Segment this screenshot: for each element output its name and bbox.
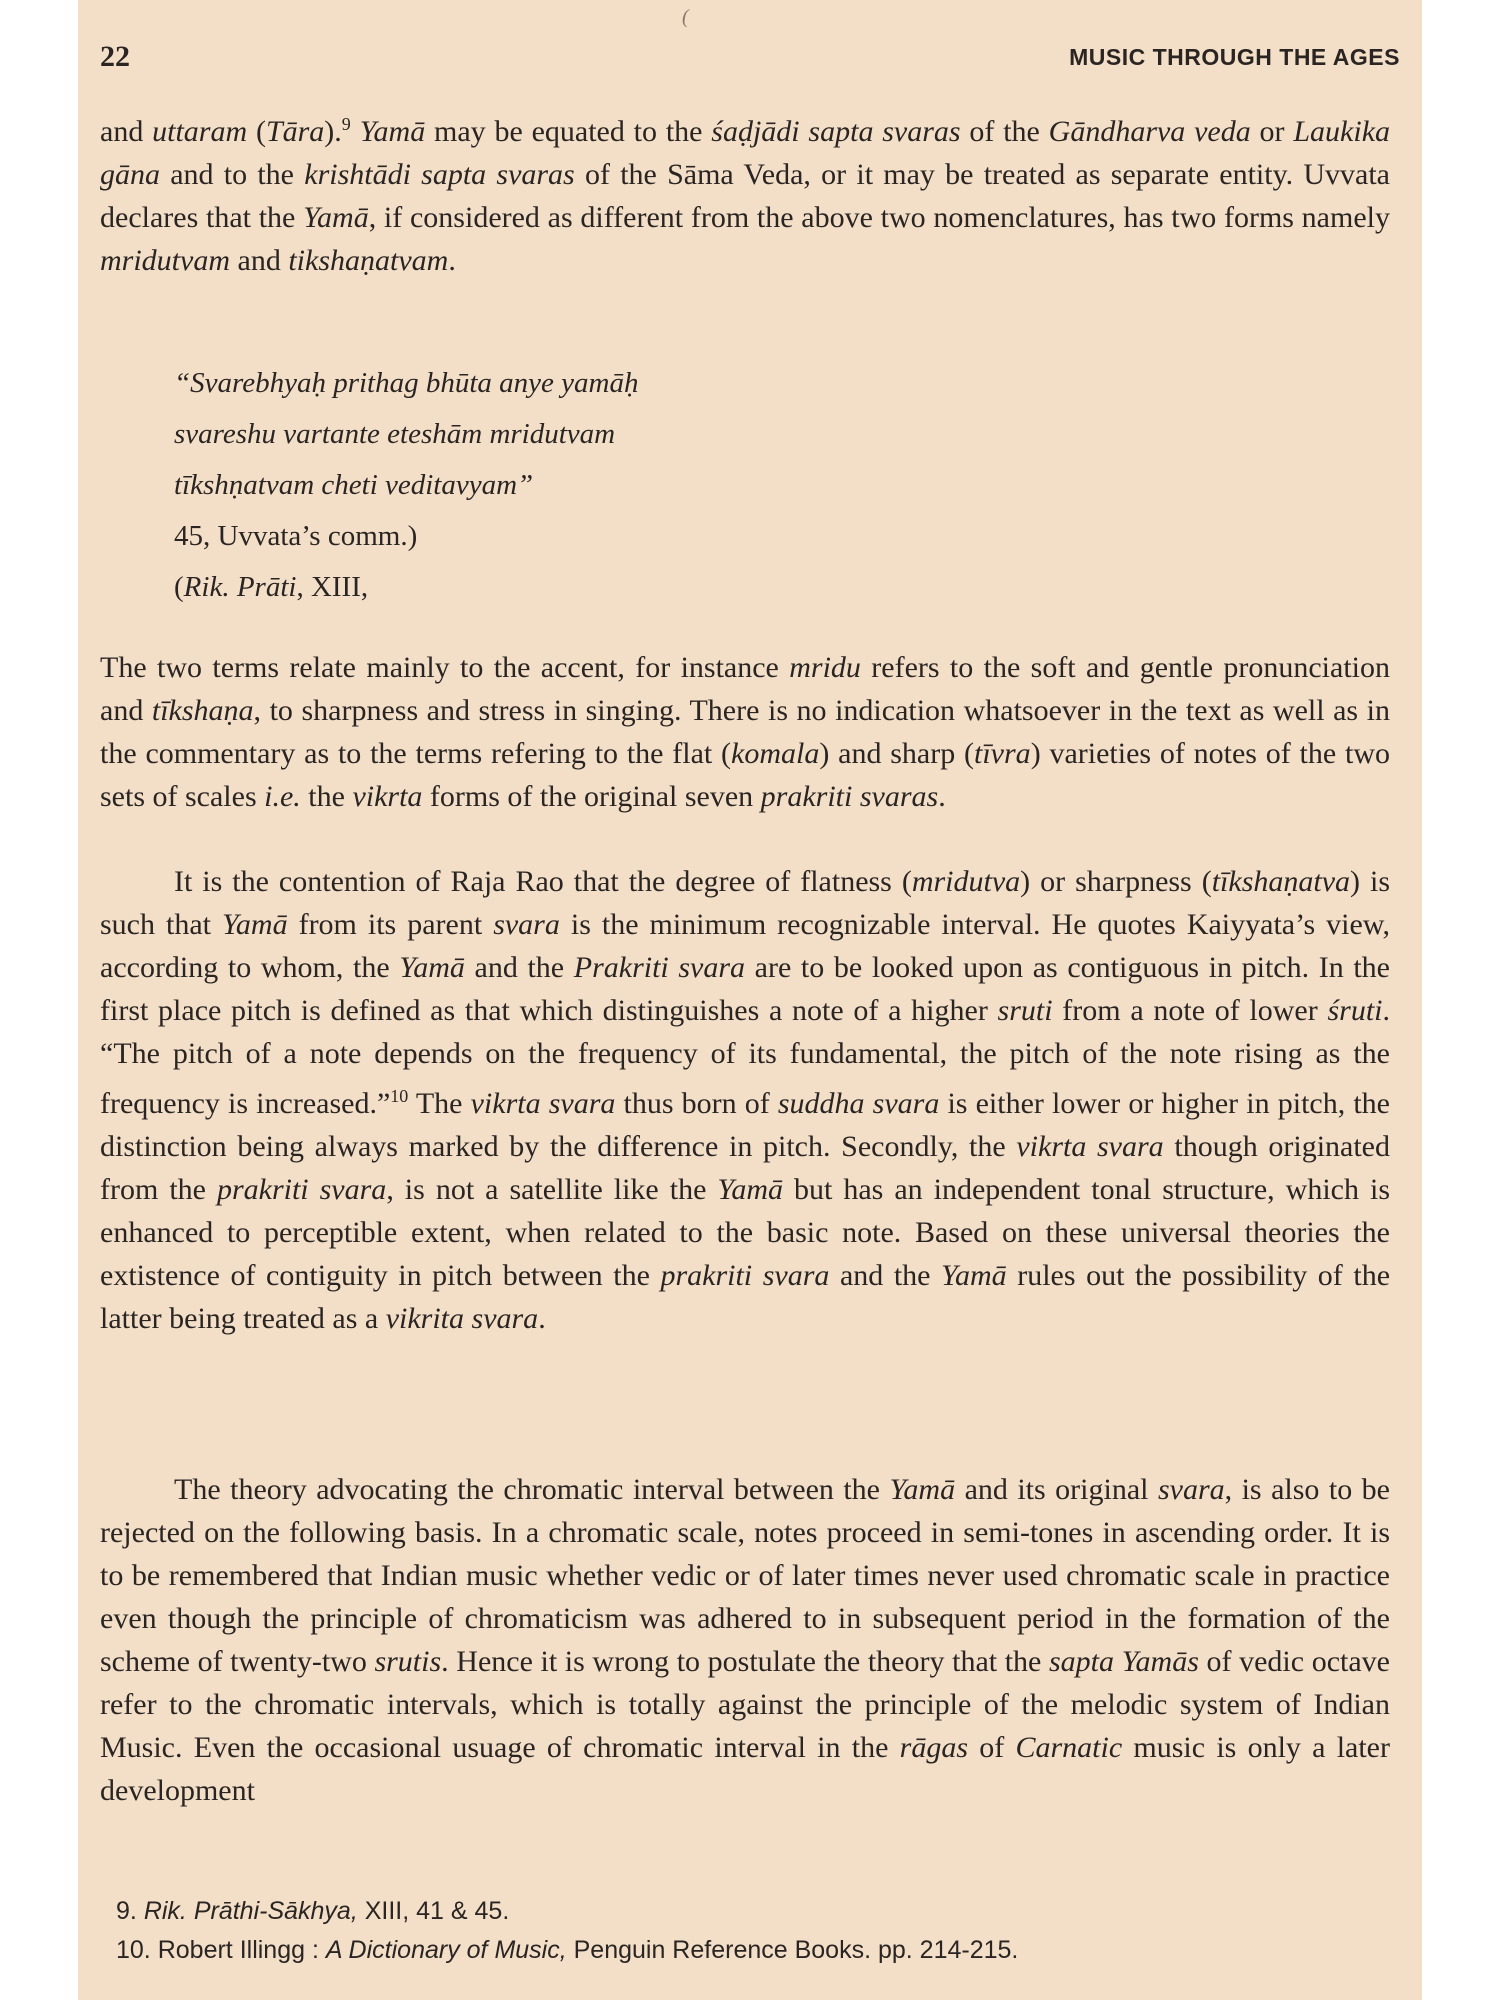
running-head: MUSIC THROUGH THE AGES — [1069, 44, 1400, 70]
footnote-9: 9. Rik. Prāthi-Sākhya, XIII, 41 & 45. — [116, 1897, 510, 1925]
paragraph-4: The theory advocating the chromatic interval between the Yamā and its original svara, is also to be rejected on the following basis. In a chromatic scale, notes proceed in semi-tones in ascending order. It is to be remembered that Indian music whether vedic or of later times never used chromatic scale in practice even though the principle of chromaticism was adhered to in subsequent period in the formation of the scheme of twenty-two srutis. Hence it is wrong to postulate the theory that the sapta Yamās of vedic octave refer to the chromatic intervals, which is totally against the principle of the melodic system of Indian Music. Even the occasional usuage of chromatic interval in the rāgas of Carnatic music is only a later development — [100, 1473, 1390, 1807]
footnote-ref-10: 10 — [390, 1086, 409, 1106]
paragraph-2: The two terms relate mainly to the accent, for instance mridu refers to the soft and gentle pronunciation and tīkshaṇa, to sharpness and stress in singing. There is no indication whatsoever in the text as well as in the commentary as to the terms refering to the flat (komala) and sharp (tīvra) varieties of notes of the two sets of scales i.e. the vikrta forms of the original seven prakriti svaras. — [100, 651, 1391, 813]
stray-mark: ( — [682, 6, 689, 28]
page-header — [100, 38, 1400, 78]
paragraph-3: It is the contention of Raja Rao that the degree of flatness (mridutva) or sharpness (tīkshaṇatva) is such that Yamā from its parent svara is the minimum recognizable interval. He quotes Kaiyyata’s view, according to whom, the Yamā and the Prakriti svara are to be looked upon as contiguous in pitch. In the first place pitch is defined as that which distinguishes a note of a higher sruti from a note of lower śruti. “The pitch of a note depends on the frequency of its fundamental, the pitch of the note rising as the frequency is increased.”$^{10}$ The vikrta svara thus born of suddha svara is either lower or higher in pitch, the distinction being always marked by the difference in pitch. Secondly, the vikrta svara though originated from the prakriti svara, is not a satellite like the Yamā but has an independent tonal structure, which is enhanced to perceptible extent, when related to the basic note. Based on these universal theories the extistence of contiguity in pitch between the prakriti svara and the Yamā rules out the possibility of the latter being treated as a vikrita svara. — [100, 865, 1391, 1335]
footnotes — [116, 1892, 1366, 1970]
quote-citation: 45, Uvvata’s comm.) — [174, 520, 418, 552]
paragraph-1: and uttaram (Tāra).$^9$ Yamā may be equated to the śaḍjādi sapta svaras of the Gāndharva veda or Laukika gāna and to the krishtādi sapta svaras of the Sāma Veda, or it may be treated as separate entity. Uvvata declares that the Yamā, if considered as different from the above two nomenclatures, has two forms namely mridutvam and tikshaṇatvam. — [100, 114, 1391, 277]
quote-line: svareshu vartante eteshām mridutvam — [174, 418, 616, 450]
quote-citation: (Rik. Prāti, XIII, — [174, 571, 369, 603]
quote-line: tīkshṇatvam cheti veditavyam” — [174, 469, 534, 501]
book-page — [78, 0, 1422, 2000]
footnote-ref-9: 9 — [341, 114, 351, 134]
sanskrit-quote — [174, 358, 1074, 613]
page-number: 22 — [100, 40, 130, 73]
quote-line: “Svarebhyaḥ prithag bhūta anye yamāḥ — [174, 367, 639, 399]
footnote-10: 10. Robert Illingg : A Dictionary of Music, Penguin Reference Books. pp. 214-215. — [116, 1936, 1019, 1964]
